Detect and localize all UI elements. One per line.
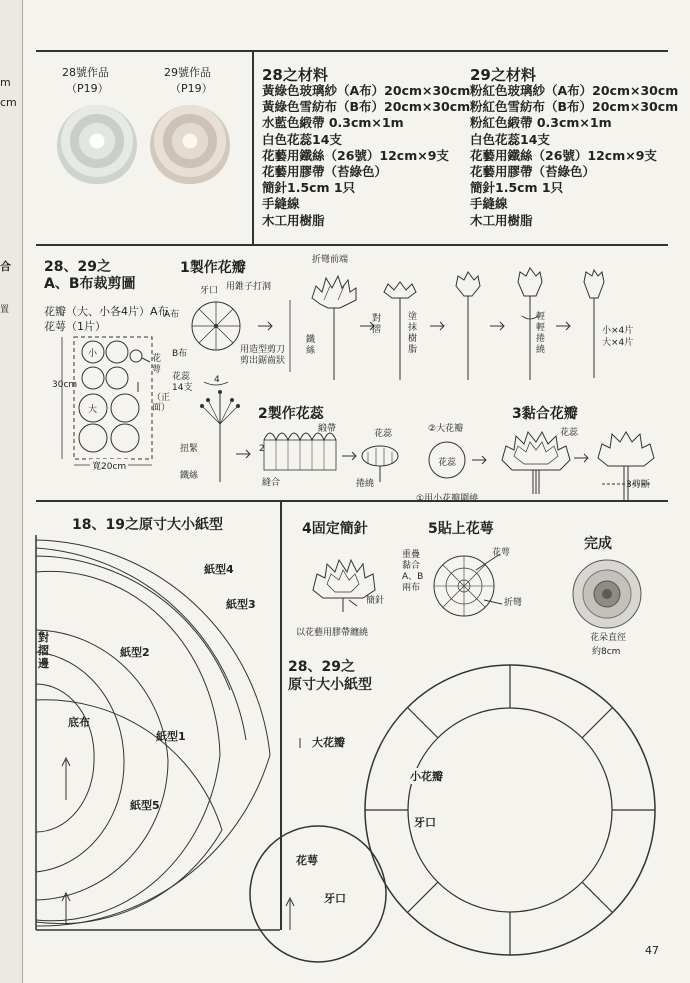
materials-29-item: 花藝用鐵絲（26號）12cm×9支 <box>470 147 657 163</box>
pattern2829-title-1: 28、29之 <box>288 659 355 675</box>
pattern2829-big-label: 大花瓣 <box>312 736 345 749</box>
step1-stamen-label: 花蕊14支 <box>172 372 193 393</box>
left-margin-text-1: m <box>0 76 11 89</box>
pattern1819-fold-edge: 對摺邊 <box>38 631 49 670</box>
materials-29-item: 粉紅色緞帶 0.3cm×1m <box>470 115 612 131</box>
step5-fold-label: 折彎 <box>504 598 523 608</box>
pattern1819-base: 底布 <box>68 716 90 729</box>
materials-29-title: 29之材料 <box>470 66 536 84</box>
cutting-height-label: 30cm <box>52 380 78 390</box>
step1-fold-end-label: 折彎前端 <box>312 255 349 265</box>
left-margin-text-4: 置 <box>0 305 10 315</box>
step1-glue-label: 塗抹樹脂 <box>408 312 418 355</box>
step1-scissors-label: 用造型剪刀剪出鋸齒狀 <box>240 345 286 366</box>
materials-29-item: 白色花蕊14支 <box>470 131 550 147</box>
step4-pin-label: 簡針 <box>366 596 385 606</box>
pattern1819-p1: 紙型1 <box>156 730 186 743</box>
step2-2-label: 2 <box>259 444 265 454</box>
pattern2829-slit2-label: 牙口 <box>324 892 346 905</box>
finish-title: 完成 <box>584 536 612 552</box>
finish-diam-label: 花朵直徑 <box>590 633 627 643</box>
step5-overlap-label: 重疊黏合 A、B兩布 <box>402 550 424 593</box>
materials-29-item: 粉紅色雪紡布（B布）20cm×30cm <box>470 99 679 115</box>
pattern1819-title: 18、19之原寸大小紙型 <box>72 517 223 533</box>
step1-count-label: 小×4片 大×4片 <box>602 326 634 348</box>
materials-28-item: 花藝用鐵絲（26號）12cm×9支 <box>262 147 449 163</box>
step3-title: 3黏合花瓣 <box>512 406 578 422</box>
pattern2829-slit-label: 牙口 <box>414 816 436 829</box>
pattern1819-p4: 紙型4 <box>204 563 234 576</box>
work-29-title: 29號作品 <box>164 66 211 79</box>
step1-a-label: A布 <box>164 310 180 320</box>
step3-center-label: 花蕊 <box>438 458 457 468</box>
materials-28-item: 黃綠色雪紡布（B布）20cm×30cm <box>262 99 471 115</box>
materials-28-item: 手縫線 <box>262 196 300 212</box>
step2-twist-label: 扭緊 <box>180 444 199 454</box>
work-29-ref: （P19） <box>170 82 213 95</box>
materials-28-item: 木工用樹脂 <box>262 212 325 228</box>
finish-diam2-label: 約8cm <box>592 647 621 657</box>
step2-wrap-label: 捲繞 <box>356 479 375 489</box>
pattern2829-small-label: 小花瓣 <box>410 770 443 783</box>
step3-big-label: ②大花瓣 <box>428 424 464 434</box>
step1-title: 1製作花瓣 <box>180 260 246 276</box>
pattern1819-p2: 紙型2 <box>120 646 150 659</box>
cutting-sepal-label: 花萼 <box>152 354 162 375</box>
cutting-title-1: 28、29之 <box>44 259 111 275</box>
step1-slit-label: 牙口 <box>200 286 219 296</box>
step2-title: 2製作花蕊 <box>258 406 324 422</box>
step2-wire-label: 鐵絲 <box>180 471 199 481</box>
materials-28-item: 花藝用膠帶（苔綠色） <box>262 164 388 180</box>
step3-small-label: ①用小花瓣圍繞 <box>416 494 479 504</box>
page-number: 47 <box>645 944 659 957</box>
pattern2829-sepal-label: 花萼 <box>296 854 318 867</box>
step4-title: 4固定簡針 <box>302 521 368 537</box>
cutting-front-label: （正面） <box>152 393 171 413</box>
step1-4-label: 4 <box>214 375 220 385</box>
step3-stamen-label: 花蕊 <box>560 428 579 438</box>
left-margin-text-3: 合 <box>0 260 11 273</box>
cutting-small-label: 小 <box>88 349 98 359</box>
cutting-width-label: 寬20cm <box>90 459 128 472</box>
step5-title: 5貼上花萼 <box>428 521 494 537</box>
cutting-title-2: A、B布裁剪圖 <box>44 276 136 292</box>
step1-b-label: B布 <box>172 349 188 359</box>
materials-29-item: 簡針1.5cm 1只 <box>470 180 564 196</box>
cutting-line-2: 花萼（1片） <box>44 320 106 333</box>
step5-sepal-label: 花萼 <box>492 548 511 558</box>
materials-29-item: 粉紅色玻璃紗（A布）20cm×30cm <box>470 83 679 98</box>
step2-sew-label: 縫合 <box>262 478 281 488</box>
materials-29-item: 花藝用膠帶（苔綠色） <box>470 164 596 180</box>
cutting-line-1: 花瓣（大、小各4片）A布 <box>44 305 169 318</box>
materials-29-item: 木工用樹脂 <box>470 212 533 228</box>
materials-28-item: 水藍色緞帶 0.3cm×1m <box>262 115 404 131</box>
pattern1819-p3: 紙型3 <box>226 598 256 611</box>
work-28-ref: （P19） <box>66 82 109 95</box>
step1-wire-label: 鐵絲 <box>306 335 316 356</box>
pattern2829-title-2: 原寸大小紙型 <box>288 677 372 693</box>
materials-29-item: 手縫線 <box>470 196 508 212</box>
step2-stamen-label: 花蕊 <box>374 429 393 439</box>
step1-roll-label: 輕輕捲繞 <box>536 312 546 355</box>
step1-fold-label: 對摺 <box>372 314 382 335</box>
step2-ribbon-label: 緞帶 <box>318 424 337 434</box>
pattern1819-p5: 紙型5 <box>130 799 160 812</box>
step4-wrap-label: 以花藝用膠帶纏繞 <box>296 628 369 638</box>
work-28-title: 28號作品 <box>62 66 109 79</box>
materials-28-item: 黃綠色玻璃紗（A布）20cm×30cm <box>262 83 471 98</box>
materials-28-title: 28之材料 <box>262 66 328 84</box>
step3-cut-label: 3剪斷 <box>626 480 650 490</box>
step1-awl-label: 用錐子打洞 <box>226 282 272 292</box>
materials-28-item: 簡針1.5cm 1只 <box>262 180 356 196</box>
left-margin-text-2: cm <box>0 96 17 109</box>
cutting-big-label: 大 <box>88 405 98 415</box>
materials-28-item: 白色花蕊14支 <box>262 131 342 147</box>
